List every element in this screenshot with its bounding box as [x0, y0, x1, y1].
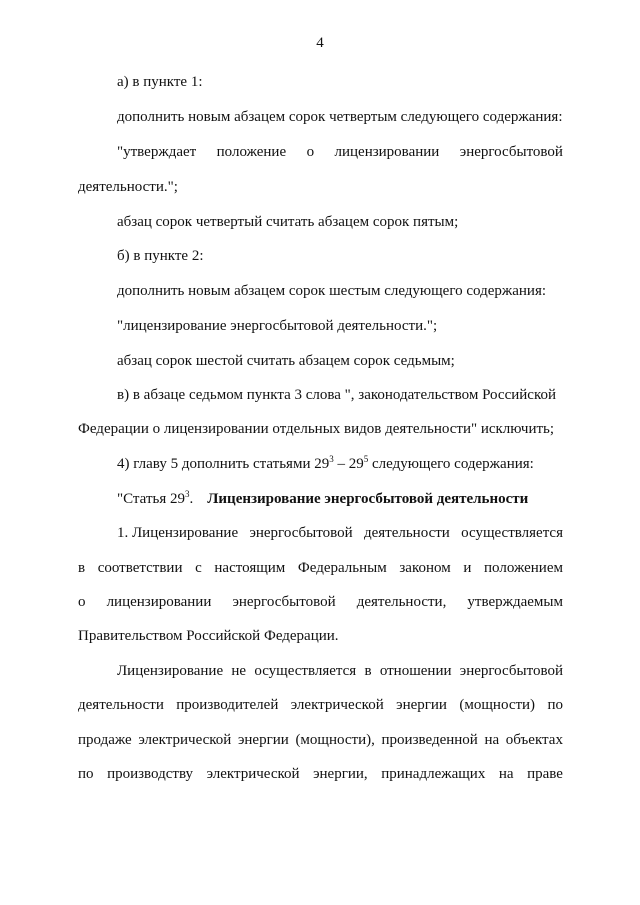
text-line: Правительством Российской Федерации.: [78, 628, 339, 644]
word: энергии: [396, 697, 447, 713]
article-heading: [117, 490, 528, 508]
text-line: абзац сорок шестой считать абзацем сорок седьмым;: [117, 353, 455, 369]
word: в: [364, 663, 372, 679]
text-line: Федерации о лицензировании отдельных видов деятельности" исключить;: [78, 421, 555, 437]
word: в: [78, 560, 86, 576]
justified-line: [78, 731, 563, 749]
text-line: б) в пункте 2:: [117, 248, 204, 264]
justified-line: [78, 696, 563, 714]
word: осуществляется: [461, 525, 563, 541]
word: праве: [527, 766, 563, 782]
article-title: Лицензирование энергосбытовой деятельности: [207, 491, 529, 507]
word: настоящим: [214, 560, 286, 576]
word: утверждаемым: [467, 594, 563, 610]
text-line: в) в абзаце седьмом пункта 3 слова ", законодательством Российской: [117, 387, 557, 403]
word: объектах: [505, 732, 563, 748]
word: электрической: [138, 732, 232, 748]
word: не: [231, 663, 247, 679]
word: принадлежащих: [381, 766, 486, 782]
word: осуществляется: [254, 663, 357, 679]
text-line: а) в пункте 1:: [117, 74, 203, 90]
word: энергии,: [313, 766, 368, 782]
text-line: "лицензирование энергосбытовой деятельности.";: [117, 318, 438, 334]
text-run: 4) главу 5 дополнить статьями 29: [117, 456, 330, 472]
word: на: [498, 766, 514, 782]
text-line: деятельности.";: [78, 179, 178, 195]
justified-line: [78, 765, 563, 783]
word: о: [306, 144, 315, 160]
justified-line: [78, 559, 563, 577]
text-line: абзац сорок четвертый считать абзацем сорок пятым;: [117, 214, 459, 230]
word: положение: [216, 144, 287, 160]
word: законом: [399, 560, 451, 576]
word: производителей: [176, 697, 279, 713]
word: Федеральным: [297, 560, 387, 576]
word: на: [484, 732, 500, 748]
word: электрической: [290, 697, 384, 713]
article-label: "Статья 29: [117, 491, 185, 507]
superscript: 3: [329, 454, 334, 464]
word: лицензировании: [334, 144, 440, 160]
justified-line: [117, 143, 563, 161]
word: лицензировании: [106, 594, 212, 610]
word: "утверждает: [117, 144, 197, 160]
word: продаже: [78, 732, 132, 748]
word: энергии: [237, 732, 289, 748]
word: по: [547, 697, 563, 713]
word: деятельности: [363, 525, 450, 541]
justified-line: [117, 662, 563, 680]
word: Лицензирование: [117, 663, 224, 679]
word: о: [78, 594, 86, 610]
word: энергосбытовой: [459, 663, 563, 679]
text-run: следующего содержания:: [368, 456, 534, 472]
word: отношении: [379, 663, 452, 679]
justified-line: [78, 593, 563, 611]
word: с: [195, 560, 202, 576]
word: 1. Лицензирование: [117, 525, 239, 541]
word: соответствии: [97, 560, 183, 576]
word: по: [78, 766, 94, 782]
word: произведенной: [381, 732, 478, 748]
superscript: 3: [184, 489, 190, 499]
text-line: [117, 455, 534, 473]
text-run: .: [189, 491, 194, 507]
word: (мощности): [459, 697, 536, 713]
word: и: [463, 560, 472, 576]
word: (мощности),: [295, 732, 375, 748]
page-number: 4: [316, 35, 324, 51]
word: электрической: [206, 766, 300, 782]
text-line: дополнить новым абзацем сорок шестым следующего содержания:: [117, 283, 547, 299]
word: положением: [484, 560, 563, 576]
justified-line: [117, 524, 563, 542]
text-run: – 29: [333, 456, 364, 472]
text-line: дополнить новым абзацем сорок четвертым следующего содержания:: [117, 109, 563, 125]
word: энергосбытовой: [459, 144, 563, 160]
word: деятельности,: [356, 594, 447, 610]
word: производству: [107, 766, 194, 782]
superscript: 5: [363, 454, 369, 464]
word: энергосбытовой: [232, 594, 336, 610]
word: энергосбытовой: [249, 525, 353, 541]
word: деятельности: [78, 697, 164, 713]
